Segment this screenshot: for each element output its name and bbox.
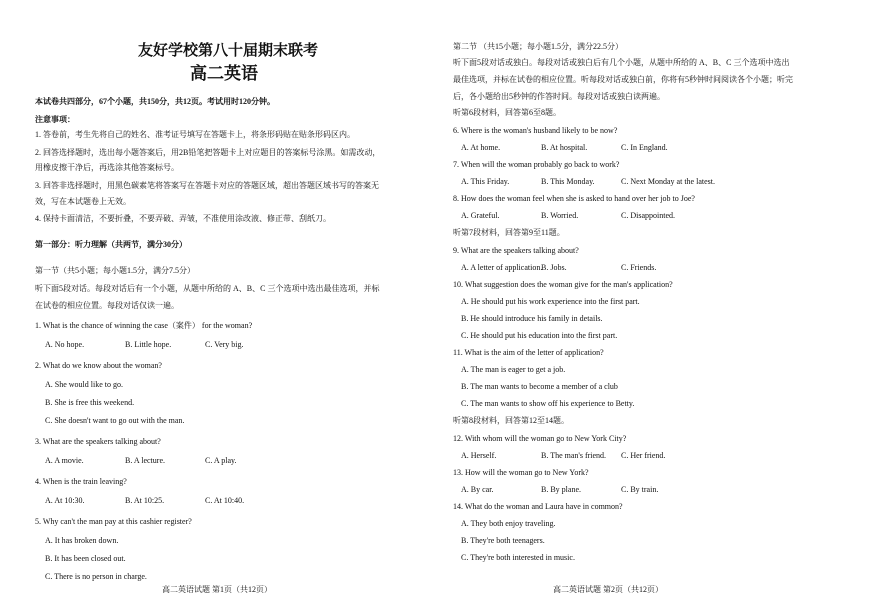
material-note: 听第7段材料，回答第9至11题。 — [453, 228, 565, 237]
question-text: 12. With whom will the woman go to New York City? — [453, 434, 627, 443]
answer-option: A. They both enjoy traveling. — [461, 519, 556, 528]
answer-option: A. No hope. — [45, 340, 85, 349]
answer-option: C. He should put his education into the first part. — [461, 331, 618, 340]
question-text: 3. What are the speakers talking about? — [35, 437, 161, 446]
material-note: 听第8段材料，回答第12至14题。 — [453, 416, 569, 425]
question-text: 14. What do the woman and Laura have in common? — [453, 502, 623, 511]
notice-heading: 注意事项： — [35, 115, 75, 124]
answer-option: A. At 10:30. — [45, 496, 85, 505]
question-text: 6. Where is the woman's husband likely to be now? — [453, 126, 618, 135]
notice-line: 用橡皮擦干净后，再选涂其他答案标号。 — [35, 163, 179, 172]
answer-option: B. He should introduce his family in details. — [461, 314, 603, 323]
question-text: 13. How will the woman go to New York? — [453, 468, 589, 477]
answer-option: C. Friends. — [621, 263, 657, 272]
answer-option: A. By car. — [461, 485, 494, 494]
answer-option: B. It has been closed out. — [45, 554, 126, 563]
answer-option: C. By train. — [621, 485, 659, 494]
answer-option: C. In England. — [621, 143, 668, 152]
subject-title: 高二英语 — [190, 64, 258, 83]
section-instruction: 在试卷的相应位置。每段对话仅读一遍。 — [35, 301, 179, 310]
question-text: 7. When will the woman probably go back to work? — [453, 160, 620, 169]
answer-option: B. The man's friend. — [541, 451, 607, 460]
answer-option: A. Herself. — [461, 451, 497, 460]
page-footer: 高二英语试题 第1页（共12页） — [162, 585, 272, 594]
answer-option: A. She would like to go. — [45, 380, 123, 389]
answer-option: C. Her friend. — [621, 451, 666, 460]
question-text: 1. What is the chance of winning the case（案件） for the woman? — [35, 321, 253, 330]
school-title: 友好学校第八十届期末联考 — [138, 43, 319, 59]
part-heading: 第一部分：听力理解（共两节，满分30分） — [35, 240, 187, 249]
answer-option: A. This Friday. — [461, 177, 510, 186]
notice-line: 4. 保持卡面清洁，不要折叠，不要弄破、弄皱，不准使用涂改液、修正带、刮纸刀。 — [35, 214, 331, 223]
exam-info: 本试卷共四部分，67个小题，共150分，共12页。考试用时120分钟。 — [35, 97, 275, 106]
answer-option: A. The man is eager to get a job. — [461, 365, 566, 374]
question-text: 9. What are the speakers talking about? — [453, 246, 579, 255]
answer-option: C. At 10:40. — [205, 496, 245, 505]
answer-option: C. There is no person in charge. — [45, 572, 147, 581]
answer-option: C. Next Monday at the latest. — [621, 177, 715, 186]
answer-option: A. At home. — [461, 143, 501, 152]
answer-option: B. By plane. — [541, 485, 581, 494]
section-instruction: 听下面5段对话。每段对话后有一个小题，从题中所给的 A、B、C 三个选项中选出最佳选项，并标 — [35, 284, 380, 293]
notice-line: 3. 回答非选择题时，用黑色碳素笔将答案写在答题卡对应的答题区域，超出答题区域书写的答案无 — [35, 181, 379, 190]
answer-option: B. The man wants to become a member of a club — [461, 382, 618, 391]
material-note: 听第6段材料，回答第6至8题。 — [453, 108, 561, 117]
answer-option: B. Little hope. — [125, 340, 172, 349]
answer-option: C. The man wants to show off his experience to Betty. — [461, 399, 635, 408]
notice-line: 2. 回答选择题时，选出每小题答案后，用2B铅笔把答题卡上对应题目的答案标号涂黑。如需改动， — [35, 148, 381, 157]
answer-option: B. This Monday. — [541, 177, 595, 186]
answer-option: A. He should put his work experience into the first part. — [461, 297, 640, 306]
page-footer: 高二英语试题 第2页（共12页） — [553, 585, 663, 594]
question-text: 11. What is the aim of the letter of application? — [453, 348, 604, 357]
answer-option: A. Grateful. — [461, 211, 500, 220]
left-page — [0, 0, 410, 614]
answer-option: A. It has broken down. — [45, 536, 119, 545]
answer-option: B. At hospital. — [541, 143, 588, 152]
section-heading: 第一节（共5小题；每小题1.5分，满分7.5分） — [35, 266, 195, 275]
answer-option: B. Jobs. — [541, 263, 567, 272]
notice-line: 效，写在本试题卷上无效。 — [35, 197, 131, 206]
answer-option: C. Very big. — [205, 340, 244, 349]
answer-option: B. A lecture. — [125, 456, 165, 465]
question-text: 4. When is the train leaving? — [35, 477, 127, 486]
question-text: 5. Why can't the man pay at this cashier register? — [35, 517, 192, 526]
section-instruction: 听下面5段对话或独白。每段对话或独白后有几个小题，从题中所给的 A、B、C 三个选项中选出 — [453, 58, 790, 67]
answer-option: C. Disappointed. — [621, 211, 675, 220]
answer-option: B. They're both teenagers. — [461, 536, 545, 545]
answer-option: C. A play. — [205, 456, 237, 465]
answer-option: A. A movie. — [45, 456, 84, 465]
section-instruction: 最佳选项，并标在试卷的相应位置。听每段对话或独白前，你将有5秒钟时间阅读各个小题；听完 — [453, 75, 793, 84]
answer-option: B. At 10:25. — [125, 496, 165, 505]
section-instruction: 后，各小题给出5秒钟的作答时间。每段对话或独白读两遍。 — [453, 92, 665, 101]
question-text: 10. What suggestion does the woman give for the man's application? — [453, 280, 673, 289]
question-text: 2. What do we know about the woman? — [35, 361, 162, 370]
answer-option: B. Worried. — [541, 211, 579, 220]
right-page — [443, 0, 853, 614]
answer-option: B. She is free this weekend. — [45, 398, 135, 407]
answer-option: A. A letter of application. — [461, 263, 543, 272]
answer-option: C. They're both interested in music. — [461, 553, 575, 562]
question-text: 8. How does the woman feel when she is asked to hand over her job to Joe? — [453, 194, 695, 203]
notice-line: 1. 答卷前，考生先将自己的姓名、准考证号填写在答题卡上，将条形码贴在贴条形码区内。 — [35, 130, 355, 139]
answer-option: C. She doesn't want to go out with the man. — [45, 416, 185, 425]
section-heading: 第二节 （共15小题；每小题1.5分，满分22.5分） — [453, 42, 623, 51]
